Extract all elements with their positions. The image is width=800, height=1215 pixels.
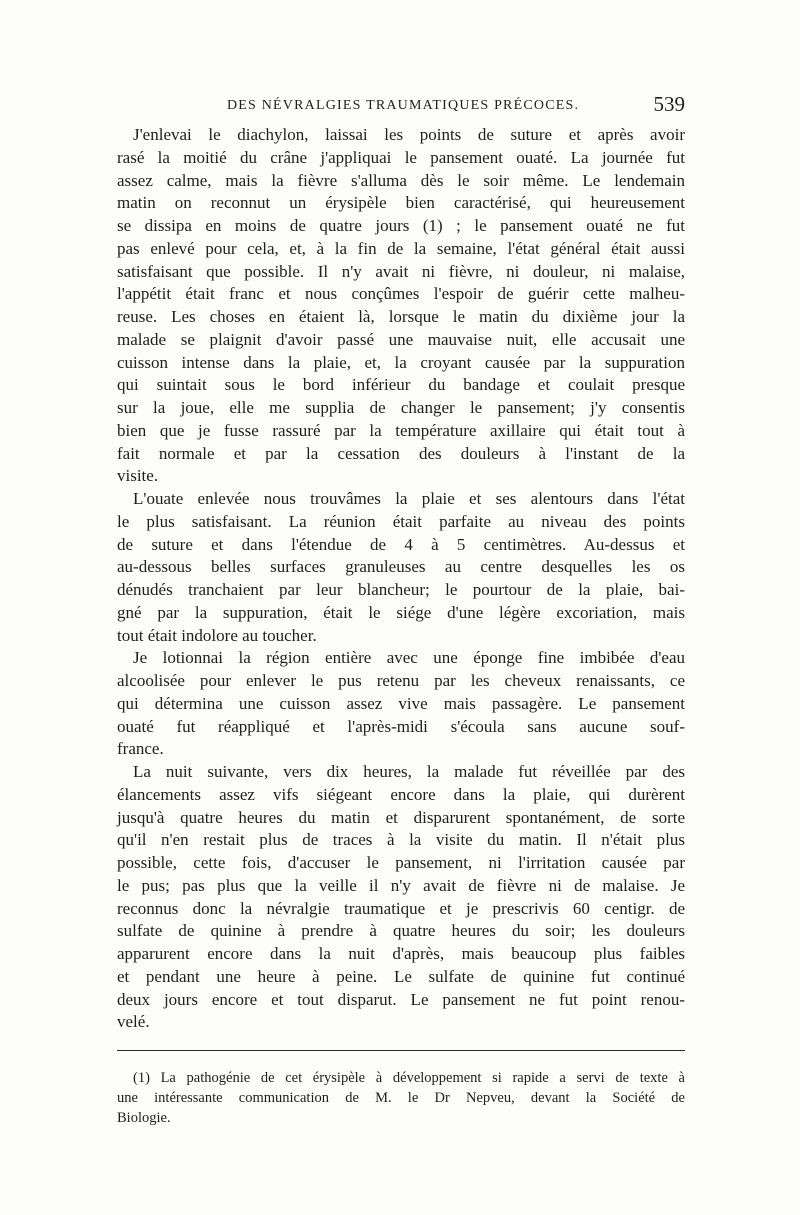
body-text	[117, 124, 685, 1034]
text-line: gné par la suppuration, était le siége d'une légère excoriation, mais	[117, 602, 685, 622]
text-line: se dissipa en moins de quatre jours (1) ; le pansement ouaté ne fut	[117, 216, 685, 235]
footnote-line: Biologie.	[117, 1110, 171, 1126]
text-line: J'enlevai le diachylon, laissai les points de suture et après avoir	[133, 125, 685, 144]
text-line: reuse. Les choses en étaient là, lorsque le matin du dixième jour la	[117, 307, 685, 326]
text-line: qui détermina une cuisson assez vive mais passagère. Le pansement	[117, 693, 685, 713]
page-number: 539	[653, 92, 685, 116]
footnote	[117, 1068, 685, 1128]
text-line: visite.	[117, 466, 159, 486]
text-line: élancements assez vifs siégeant encore dans la plaie, qui durèrent	[117, 784, 685, 804]
text-line: cuisson intense dans la plaie, et, la croyant causée par la suppuration	[117, 352, 685, 372]
text-line: au-dessous belles surfaces granuleuses au centre desquelles les os	[117, 557, 685, 577]
footnote-divider	[117, 1050, 685, 1051]
text-line: Je lotionnai la région entière avec une éponge fine imbibée d'eau	[133, 648, 685, 668]
running-head	[117, 94, 685, 120]
text-line: ouaté fut réappliqué et l'après-midi s'écoula sans aucune souf-	[117, 716, 685, 736]
text-line: reconnus donc la névralgie traumatique et je prescrivis 60 centigr. de	[117, 898, 685, 918]
text-line: apparurent encore dans la nuit d'après, mais beaucoup plus faibles	[117, 944, 685, 963]
text-line: rasé la moitié du crâne j'appliquai le pansement ouaté. La journée fut	[117, 147, 685, 167]
text-line: le pus; pas plus que la veille il n'y avait de fièvre ni de malaise. Je	[117, 875, 685, 895]
text-line: qui suintait sous le bord inférieur du bandage et coulait presque	[117, 375, 685, 395]
text-line: et pendant une heure à peine. Le sulfate de quinine fut continué	[117, 966, 685, 986]
text-line: jusqu'à quatre heures du matin et disparurent spontanément, de sorte	[117, 807, 685, 827]
text-line: alcoolisée pour enlever le pus retenu par les cheveux renaissants, ce	[117, 671, 685, 690]
text-line: velé.	[117, 1012, 150, 1032]
text-line: deux jours encore et tout disparut. Le pansement ne fut point renou-	[117, 989, 685, 1009]
text-line: La nuit suivante, vers dix heures, la malade fut réveillée par des	[133, 762, 685, 781]
text-line: fait normale et par la cessation des douleurs à l'instant de la	[117, 443, 685, 463]
text-line: l'appétit était franc et nous conçûmes l'espoir de guérir cette malheu-	[117, 284, 685, 304]
text-line: tout était indolore au toucher.	[117, 625, 317, 645]
footnote-line: (1) La pathogénie de cet érysipèle à développement si rapide a servi de texte à	[133, 1070, 685, 1086]
text-line: france.	[117, 739, 164, 759]
text-line: de suture et dans l'étendue de 4 à 5 centimètres. Au-dessus et	[117, 534, 685, 554]
text-line: malade se plaignit d'avoir passé une mauvaise nuit, elle accusait une	[117, 329, 685, 349]
text-line: satisfaisant que possible. Il n'y avait ni fièvre, ni douleur, ni malaise,	[117, 261, 685, 281]
footnote-line: une intéressante communication de M. le Dr Nepveu, devant la Société de	[117, 1090, 685, 1106]
text-line: matin on reconnut un érysipèle bien caractérisé, qui heureusement	[117, 193, 685, 213]
text-line: pas enlevé pour cela, et, à la fin de la semaine, l'état général était aussi	[117, 238, 685, 258]
text-line: le plus satisfaisant. La réunion était parfaite au niveau des points	[117, 511, 685, 531]
text-line: possible, cette fois, d'accuser le pansement, ni l'irritation causée par	[117, 853, 685, 872]
text-line: dénudés tranchaient par leur blancheur; le pourtour de la plaie, bai-	[117, 580, 685, 599]
running-title: DES NÉVRALGIES TRAUMATIQUES PRÉCOCES.	[227, 98, 580, 113]
text-line: assez calme, mais la fièvre s'alluma dès le soir même. Le lendemain	[117, 170, 685, 190]
text-line: sulfate de quinine à prendre à quatre heures du soir; les douleurs	[117, 921, 685, 941]
text-line: qu'il n'en restait plus de traces à la visite du matin. Il n'était plus	[117, 830, 685, 850]
text-line: bien que je fusse rassuré par la température axillaire qui était tout à	[117, 420, 685, 440]
text-line: sur la joue, elle me supplia de changer le pansement; j'y consentis	[117, 398, 685, 417]
text-line: L'ouate enlevée nous trouvâmes la plaie et ses alentours dans l'état	[133, 489, 685, 508]
